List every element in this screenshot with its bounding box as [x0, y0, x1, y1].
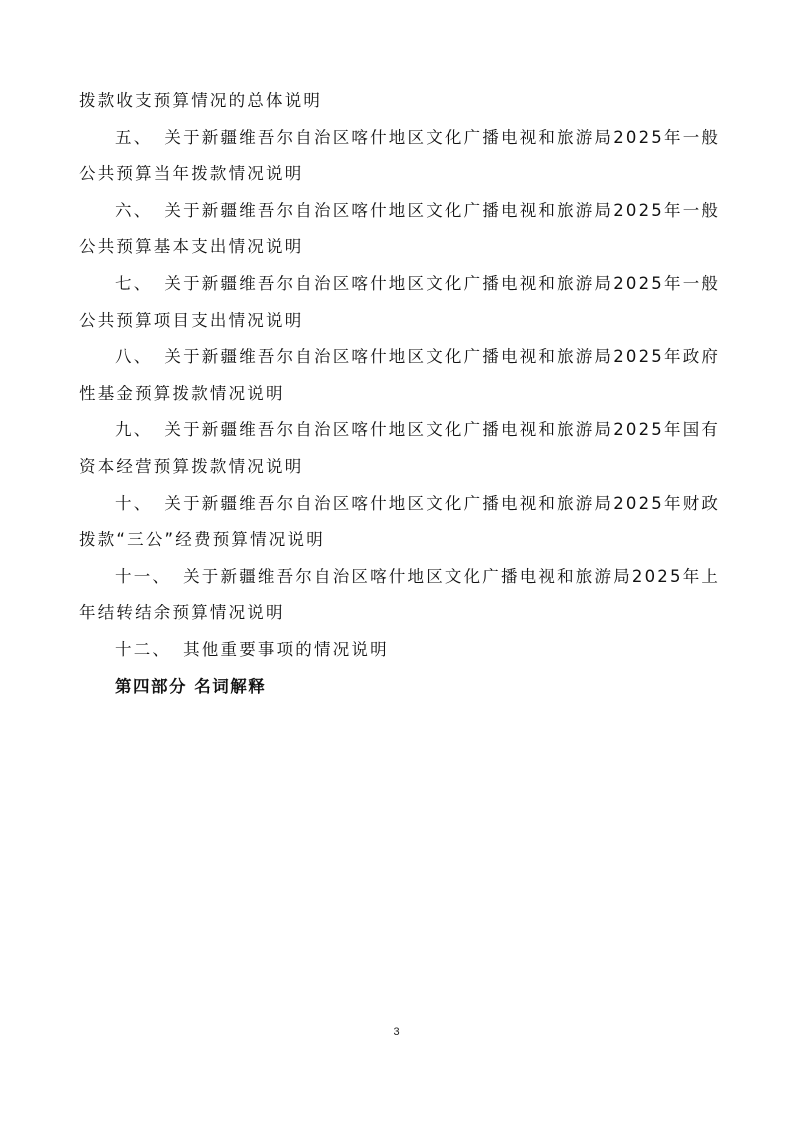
toc-item-number: 七、 [115, 273, 153, 293]
toc-item-7 [79, 266, 721, 303]
toc-line-text: 资本经营预算拨款情况说明 [79, 456, 304, 476]
toc-item-text: 关于新疆维吾尔自治区喀什地区文化广播电视和旅游局2025年政府 [164, 347, 721, 367]
toc-line-text: 公共预算项目支出情况说明 [79, 310, 304, 330]
toc-line-continuation [79, 303, 715, 340]
toc-item-6 [79, 193, 721, 230]
toc-line-text: 性基金预算拨款情况说明 [79, 383, 285, 403]
toc-item-5 [79, 120, 721, 157]
toc-line-continuation [79, 156, 715, 193]
section-heading: 第四部分 名词解释 [115, 676, 267, 696]
toc-item-10 [79, 486, 721, 523]
toc-item-text: 关于新疆维吾尔自治区喀什地区文化广播电视和旅游局2025年一般 [164, 127, 721, 147]
toc-item-text: 其他重要事项的情况说明 [183, 639, 389, 659]
toc-item-text: 关于新疆维吾尔自治区喀什地区文化广播电视和旅游局2025年一般 [164, 273, 721, 293]
toc-line-continuation [79, 595, 715, 632]
toc-line-text: 年结转结余预算情况说明 [79, 603, 285, 623]
toc-line-text: 拨款“三公”经费预算情况说明 [79, 530, 325, 550]
toc-item-number: 十二、 [115, 639, 172, 659]
toc-line-text: 拨款收支预算情况的总体说明 [79, 91, 323, 110]
toc-item-9 [79, 412, 721, 449]
toc-item-11 [79, 559, 721, 596]
toc-item-number: 六、 [115, 200, 153, 220]
toc-line-text: 公共预算当年拨款情况说明 [79, 164, 304, 184]
toc-line-continuation [79, 376, 715, 413]
toc-item-text: 关于新疆维吾尔自治区喀什地区文化广播电视和旅游局2025年一般 [164, 200, 721, 220]
toc-item-number: 十一、 [115, 566, 172, 586]
toc-line-text: 公共预算基本支出情况说明 [79, 237, 304, 257]
toc-line-continuation [79, 83, 715, 120]
toc-content [79, 83, 721, 705]
toc-line-continuation [79, 449, 715, 486]
page-number: 3 [393, 1026, 400, 1038]
toc-item-number: 九、 [115, 420, 153, 440]
toc-item-number: 五、 [115, 127, 153, 147]
toc-item-text: 关于新疆维吾尔自治区喀什地区文化广播电视和旅游局2025年国有 [164, 420, 721, 440]
toc-line-continuation [79, 229, 715, 266]
toc-item-number: 十、 [115, 493, 153, 513]
toc-line-continuation [79, 522, 715, 559]
toc-item-text: 关于新疆维吾尔自治区喀什地区文化广播电视和旅游局2025年上 [183, 566, 721, 586]
toc-item-number: 八、 [115, 347, 153, 367]
toc-item-12 [79, 632, 715, 669]
toc-item-8 [79, 339, 721, 376]
toc-item-text: 关于新疆维吾尔自治区喀什地区文化广播电视和旅游局2025年财政 [164, 493, 721, 513]
